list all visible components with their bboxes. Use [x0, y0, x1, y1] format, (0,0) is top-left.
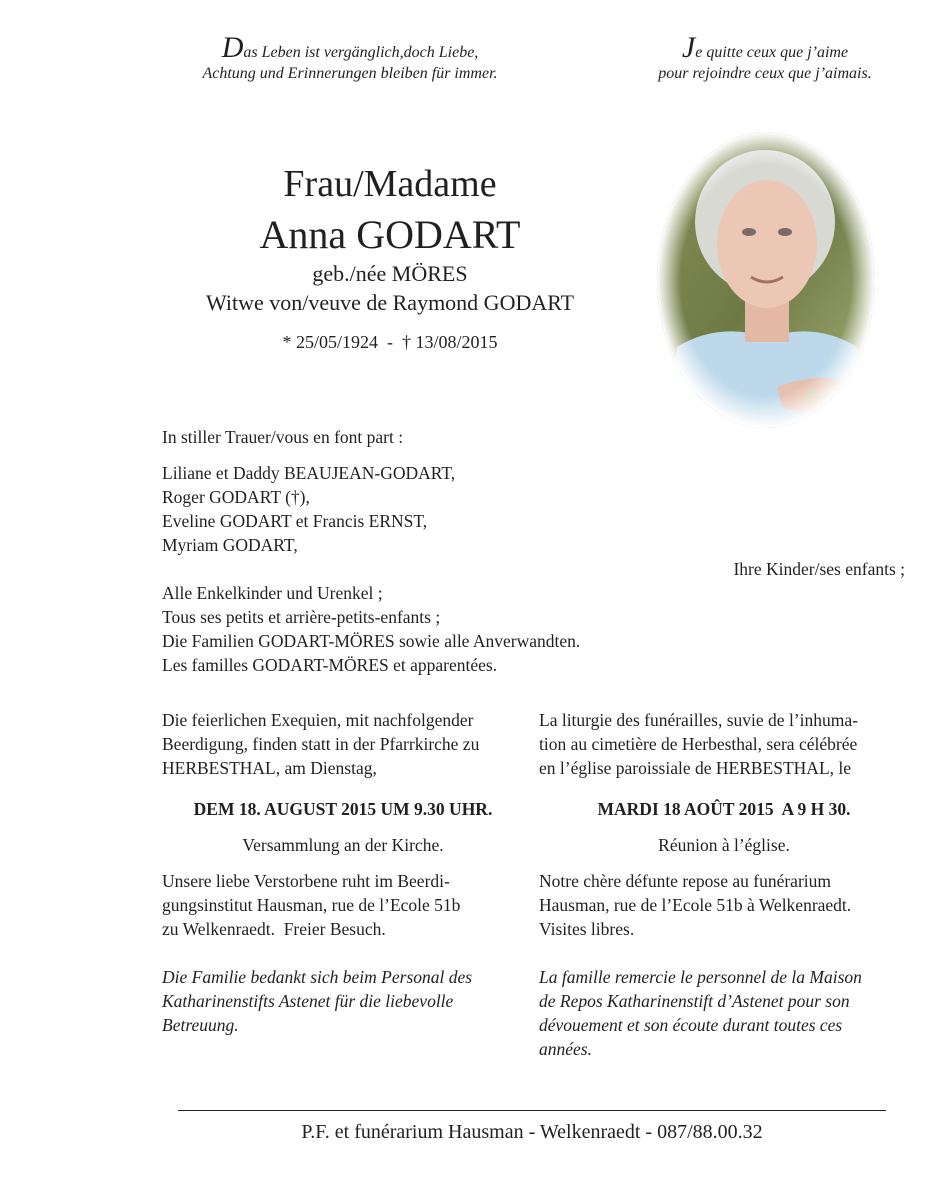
- text-line: Visites libres.: [539, 919, 635, 939]
- footer-funeral-home: P.F. et funérarium Hausman - Welkenraedt - 087/88.00.32: [301, 1121, 763, 1143]
- german-rest-text: [162, 869, 524, 941]
- quote-french-line1: [605, 31, 925, 64]
- portrait-photo-icon: [657, 132, 875, 428]
- mourners-intro: In stiller Trauer/vous en font part :: [162, 427, 404, 447]
- deceased-title: Frau/Madame: [283, 163, 497, 205]
- german-funeral-date: DEM 18. AUGUST 2015 UM 9.30 UHR.: [193, 799, 493, 819]
- quote-german-line1: [150, 31, 550, 64]
- deceased-maiden-name: geb./née MÖRES: [312, 261, 468, 286]
- relatives-list: [162, 581, 580, 677]
- french-funeral-date: MARDI 18 AOÛT 2015 A 9 H 30.: [597, 799, 851, 819]
- text-line: en l’église paroissiale de HERBESTHAL, le: [539, 758, 852, 778]
- list-item: Les familles GODART-MÖRES et apparentées.: [162, 655, 498, 675]
- french-gathering: Réunion à l’église.: [658, 835, 790, 855]
- german-gathering: Versammlung an der Kirche.: [242, 835, 444, 855]
- text-line: Betreuung.: [162, 1015, 239, 1035]
- list-item: Tous ses petits et arrière-petits-enfants ;: [162, 607, 441, 627]
- deceased-dates: * 25/05/1924 - † 13/08/2015: [282, 332, 498, 352]
- list-item: Die Familien GODART-MÖRES sowie alle Anverwandten.: [162, 631, 581, 651]
- text-line: gungsinstitut Hausman, rue de l’Ecole 51b: [162, 895, 461, 915]
- list-item: Myriam GODART,: [162, 535, 298, 555]
- french-thanks: [539, 965, 909, 1061]
- text-line: Unsere liebe Verstorbene ruht im Beerdi-: [162, 871, 450, 891]
- text-line: HERBESTHAL, am Dienstag,: [162, 758, 377, 778]
- quote-german-line2: Achtung und Erinnerungen bleiben für immer.: [202, 65, 498, 82]
- deceased-name: Anna GODART: [259, 212, 521, 257]
- text-line: Hausman, rue de l’Ecole 51b à Welkenraedt.: [539, 895, 852, 915]
- list-item: Eveline GODART et Francis ERNST,: [162, 511, 428, 531]
- quote-french-line2: pour rejoindre ceux que j’aimais.: [658, 65, 872, 82]
- deceased-widow-of: Witwe von/veuve de Raymond GODART: [205, 290, 575, 315]
- text-line: Beerdigung, finden statt in der Pfarrkirche zu: [162, 734, 480, 754]
- text-line: La famille remercie le personnel de la Maison: [539, 967, 862, 987]
- german-column: [162, 708, 524, 1037]
- children-label: Ihre Kinder/ses enfants ;: [733, 559, 905, 579]
- quote-french-initial: J: [681, 31, 696, 64]
- quote-german: [150, 31, 550, 84]
- quote-german-initial: D: [221, 31, 244, 64]
- text-line: Die Familie bedankt sich beim Personal des: [162, 967, 473, 987]
- quote-french: [605, 31, 925, 84]
- text-line: de Repos Katharinenstift d’Astenet pour son: [539, 991, 850, 1011]
- french-funeral-text: [539, 708, 909, 780]
- list-item: Alle Enkelkinder und Urenkel ;: [162, 583, 383, 603]
- list-item: Liliane et Daddy BEAUJEAN-GODART,: [162, 463, 456, 483]
- text-line: Notre chère défunte repose au funérarium: [539, 871, 832, 891]
- text-line: Katharinenstifts Astenet für die liebevolle: [162, 991, 454, 1011]
- text-line: Die feierlichen Exequien, mit nachfolgender: [162, 710, 474, 730]
- text-line: tion au cimetière de Herbesthal, sera célébrée: [539, 734, 858, 754]
- portrait-photo: [657, 132, 875, 428]
- quote-german-text1: as Leben ist vergänglich,doch Liebe,: [243, 44, 479, 61]
- text-line: années.: [539, 1039, 592, 1059]
- german-thanks: [162, 965, 524, 1037]
- text-line: dévouement et son écoute durant toutes ces: [539, 1015, 843, 1035]
- french-rest-text: [539, 869, 909, 941]
- children-list: [162, 461, 455, 557]
- german-funeral-text: [162, 708, 524, 780]
- french-column: [539, 708, 909, 1061]
- list-item: Roger GODART (†),: [162, 487, 310, 507]
- quote-french-text1: e quitte ceux que j’aime: [695, 44, 849, 61]
- text-line: La liturgie des funérailles, suvie de l’inhuma-: [539, 710, 858, 730]
- footer-divider: [178, 1110, 886, 1111]
- text-line: zu Welkenraedt. Freier Besuch.: [162, 919, 386, 939]
